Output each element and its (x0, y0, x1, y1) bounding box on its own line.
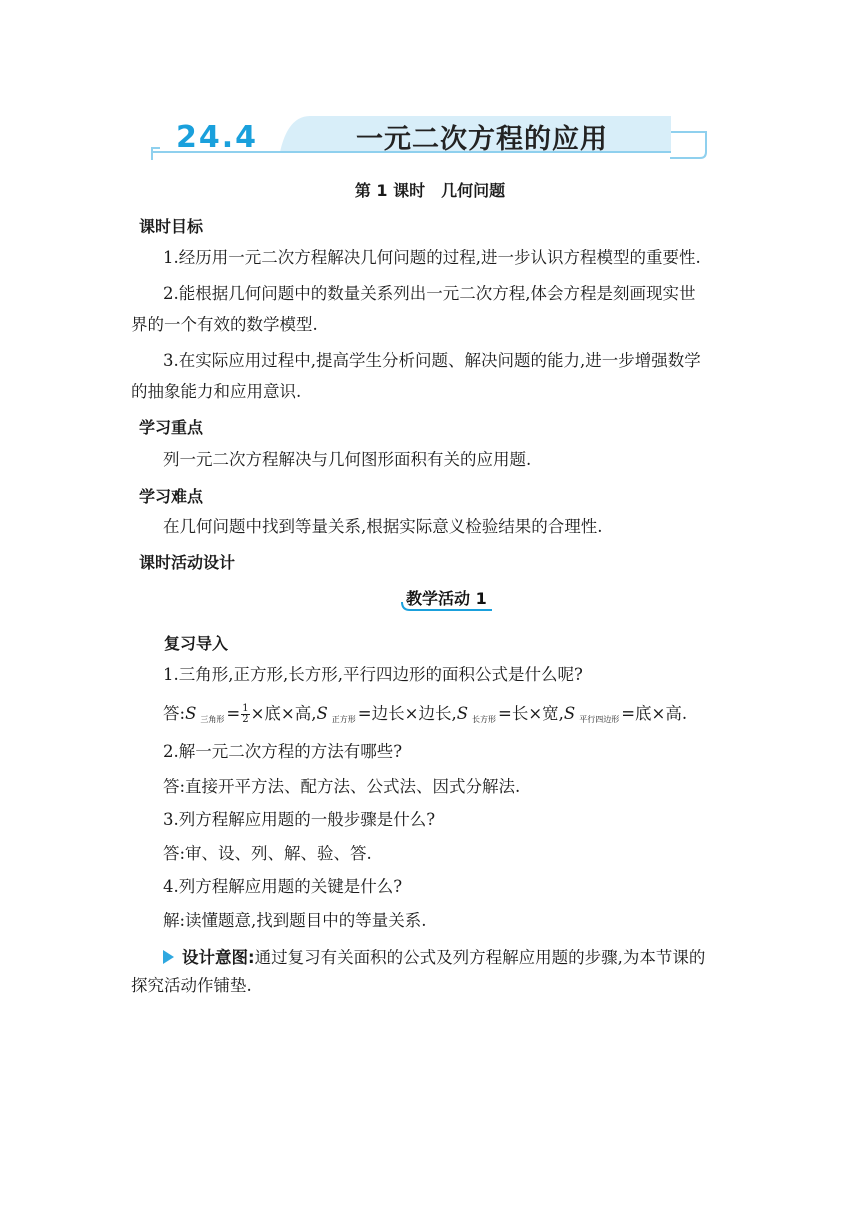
design-intent-text: 通过复习有关面积的公式及列方程解应用题的步骤,为本节课的 (254, 948, 706, 967)
goal-item-2-cont: 界的一个有效的数学模型. (131, 315, 318, 334)
question-1: 1.三角形,正方形,长方形,平行四边形的面积公式是什么呢? (163, 665, 583, 684)
area-formula-answer (163, 700, 687, 725)
answer-2: 答:直接开平方法、配方法、公式法、因式分解法. (163, 777, 521, 796)
parallelogram-formula-rest: =底×高. (621, 704, 688, 723)
equals-sign: = (226, 704, 241, 723)
square-formula-rest: =边长×边长, (357, 704, 457, 723)
area-symbol: S (316, 704, 328, 723)
design-intent-text-cont: 探究活动作铺垫. (131, 976, 252, 995)
activity-label: 教学活动 1 (406, 589, 487, 608)
fraction-numerator: 1 (242, 703, 249, 714)
play-triangle-icon (163, 950, 174, 964)
difficulties-heading: 学习难点 (139, 487, 204, 506)
goals-heading: 课时目标 (139, 217, 204, 236)
key-points-text: 列一元二次方程解决与几何图形面积有关的应用题. (163, 450, 532, 469)
area-symbol: S (456, 704, 469, 723)
sub-triangle: 三角形 (200, 715, 225, 724)
triangle-formula-rest: ×底×高, (250, 704, 317, 723)
fraction-denominator: 2 (242, 714, 249, 725)
key-points-heading: 学习重点 (139, 418, 204, 437)
review-subheading: 复习导入 (164, 634, 229, 653)
activity-badge (400, 584, 494, 612)
area-symbol: S (563, 704, 576, 723)
question-3: 3.列方程解应用题的一般步骤是什么? (163, 810, 436, 829)
answer-4: 解:读懂题意,找到题目中的等量关系. (163, 911, 427, 930)
activity-design-heading: 课时活动设计 (139, 553, 236, 572)
question-4: 4.列方程解应用题的关键是什么? (163, 877, 403, 896)
sub-parallelogram: 平行四边形 (579, 715, 620, 724)
design-intent (163, 944, 729, 968)
question-2: 2.解一元二次方程的方法有哪些? (163, 742, 403, 761)
goal-item-3-cont: 的抽象能力和应用意识. (131, 382, 302, 401)
rect-formula-rest: =长×宽, (498, 704, 564, 723)
section-header-banner (150, 108, 712, 166)
answer-prefix: 答: (163, 704, 186, 723)
design-intent-label: 设计意图: (182, 948, 255, 967)
section-number: 24.4 (176, 120, 259, 155)
answer-3: 答:审、设、列、解、验、答. (163, 844, 372, 863)
goal-item-1: 1.经历用一元二次方程解决几何问题的过程,进一步认识方程模型的重要性. (163, 248, 701, 267)
sub-square: 正方形 (331, 715, 356, 724)
sub-rect: 长方形 (472, 715, 497, 724)
section-title: 一元二次方程的应用 (356, 124, 608, 155)
difficulties-text: 在几何问题中找到等量关系,根据实际意义检验结果的合理性. (163, 517, 603, 536)
area-symbol: S (185, 704, 197, 723)
lesson-title: 第 1 课时 几何问题 (354, 181, 506, 200)
goal-item-2: 2.能根据几何问题中的数量关系列出一元二次方程,体会方程是刻画现实世 (163, 284, 696, 303)
goal-item-3: 3.在实际应用过程中,提高学生分析问题、解决问题的能力,进一步增强数学 (163, 351, 701, 370)
one-half-fraction (241, 704, 249, 725)
